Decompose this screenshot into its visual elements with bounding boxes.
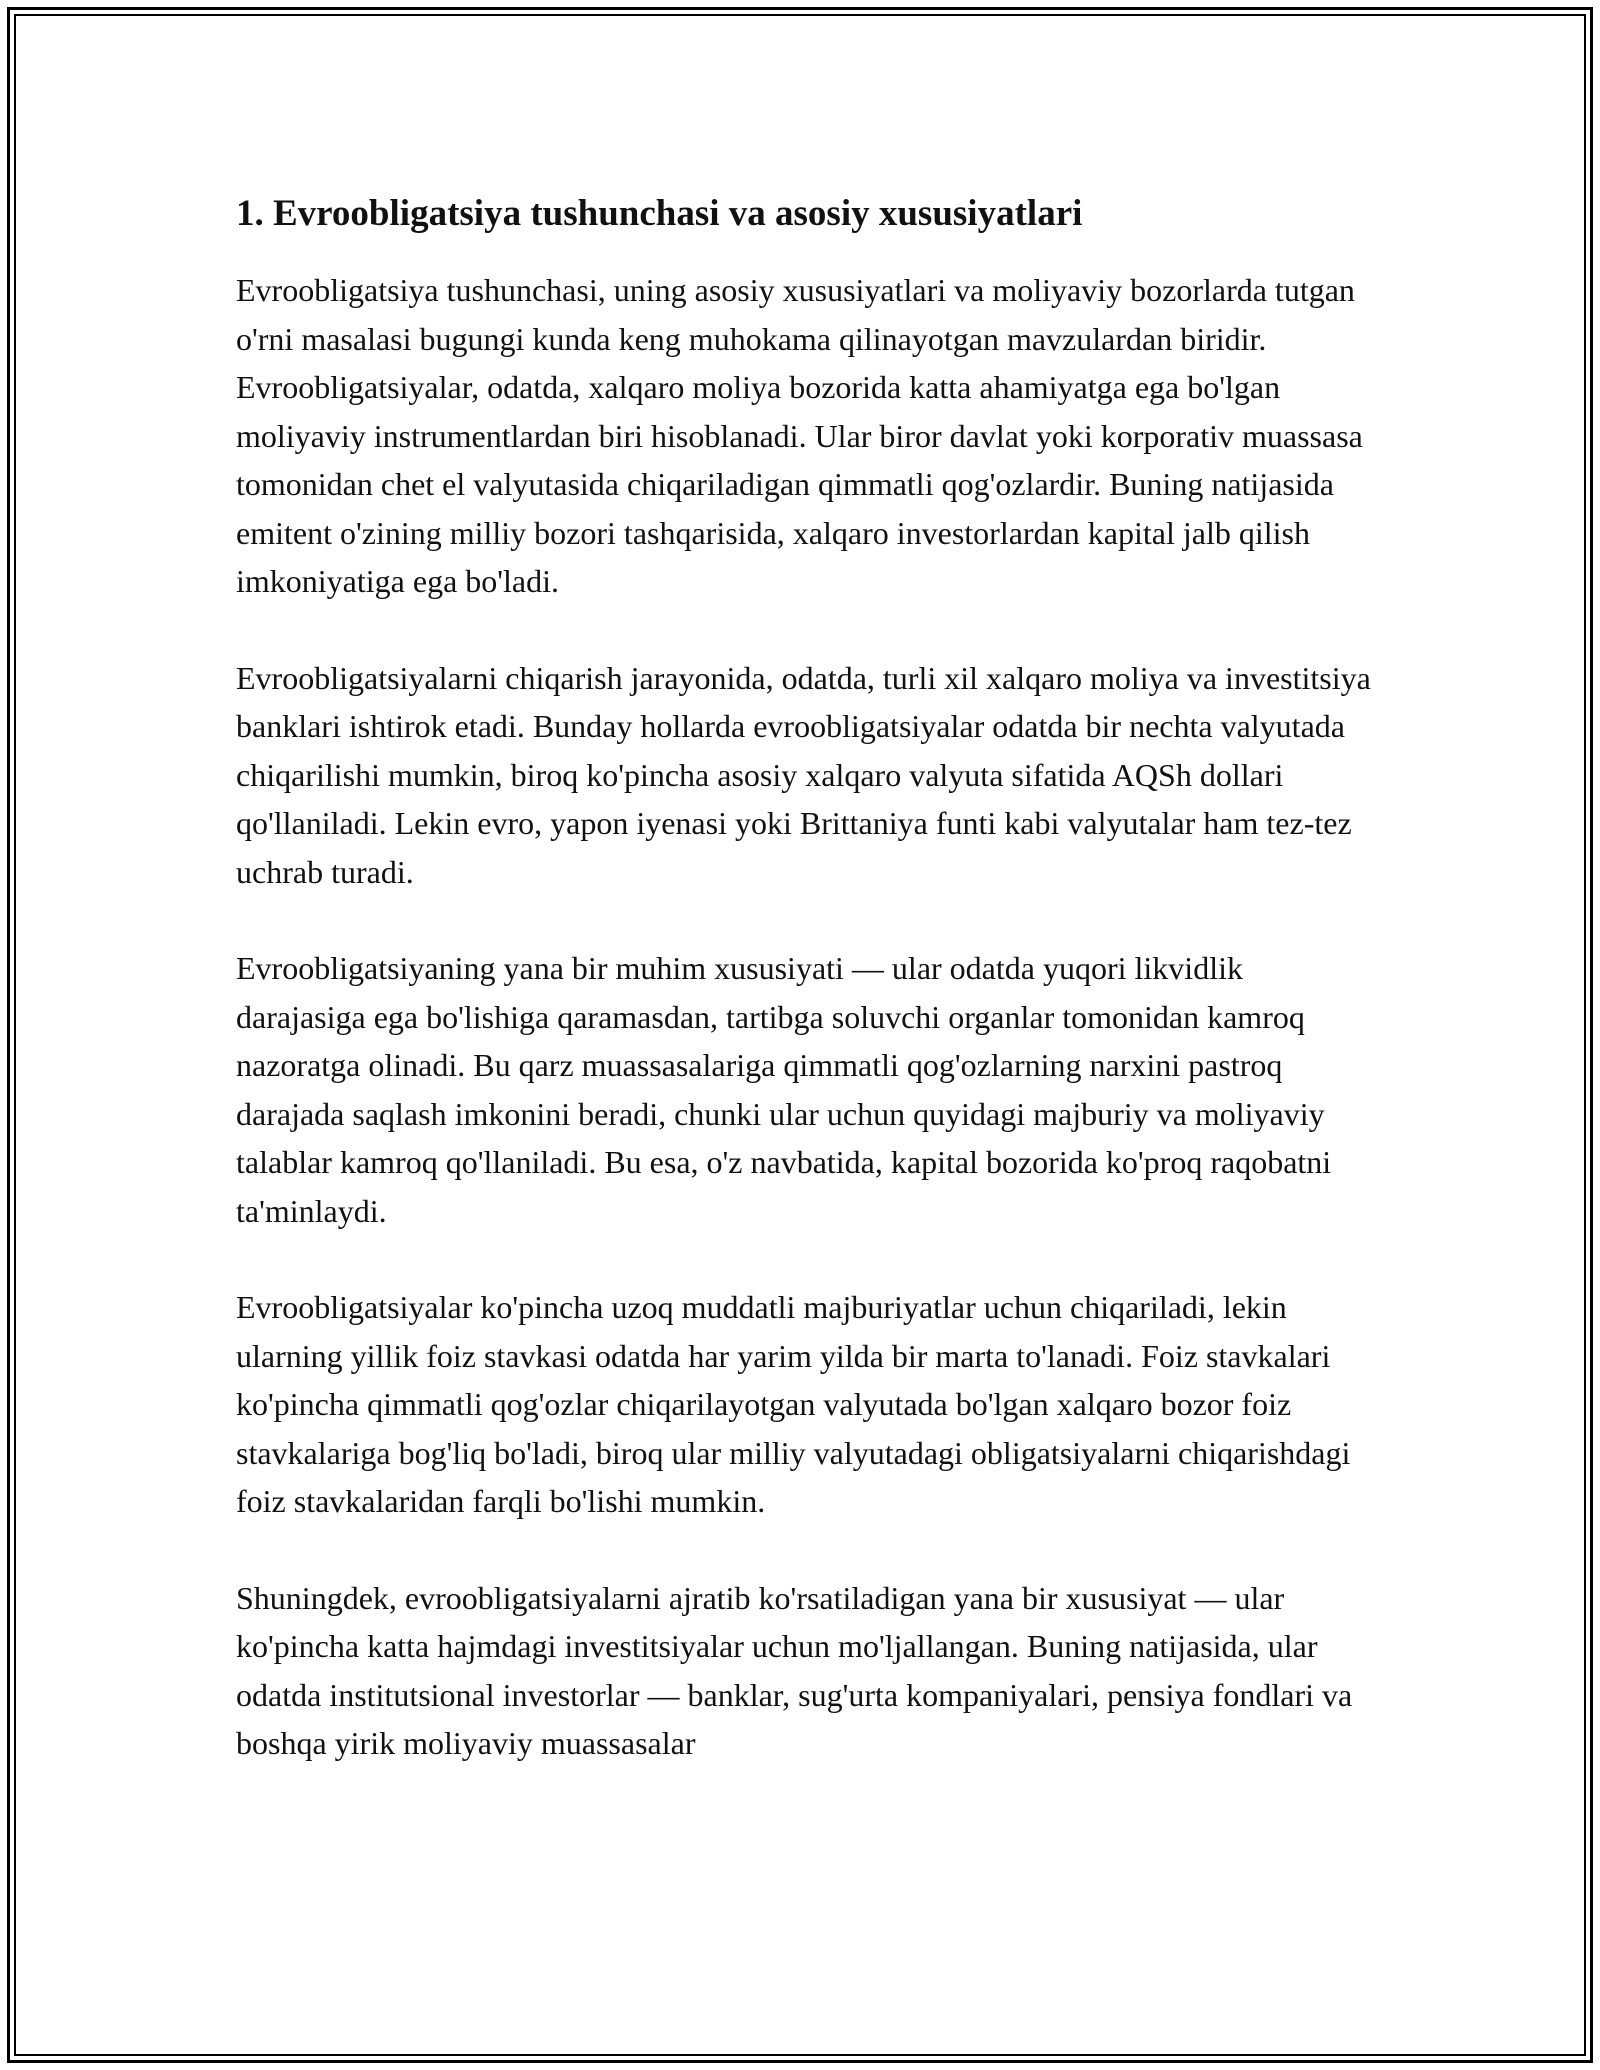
paragraph-4: Evroobligatsiyalar ko'pincha uzoq muddatli majburiyatlar uchun chiqariladi, lekin ularning yillik foiz stavkasi odatda har yarim yilda bir marta to'lanadi. Foiz stavkalari ko'pincha qimmatli qog'ozlar chiqarilayotgan valyutada bo'lgan xalqaro bozor foiz stavkalariga bog'liq bo'ladi, biroq ular milliy valyutadagi obligatsiyalarni chiqarishdagi foiz stavkalaridan farqli bo'lishi mumkin. xyxy=(236,1289,1351,1519)
document-body xyxy=(236,188,1376,1816)
paragraph-2: Evroobligatsiyalarni chiqarish jarayonida, odatda, turli xil xalqaro moliya va investitsiya banklari ishtirok etadi. Bunday hollarda evroobligatsiyalar odatda bir nechta valyutada chiqarilishi mumkin, biroq ko'pincha asosiy xalqaro valyuta sifatida AQSh dollari qo'llaniladi. Lekin evro, yapon iyenasi yoki Brittaniya funti kabi valyutalar ham tez-tez uchrab turadi. xyxy=(236,659,1371,890)
paragraph-5: Shuningdek, evroobligatsiyalarni ajratib ko'rsatiladigan yana bir xususiyat — ular ko'pincha katta hajmdagi investitsiyalar uchun mo'ljallangan. Buning natijasida, ular odatda institutsional investorlar — banklar, sug'urta kompaniyalari, pensiya fondlari va boshqa yirik moliyaviy muassasalar xyxy=(236,1579,1353,1761)
section-heading: 1. Evroobligatsiya tushunchasi va asosiy xususiyatlari xyxy=(236,193,1083,234)
paragraph-3: Evroobligatsiyaning yana bir muhim xususiyati — ular odatda yuqori likvidlik darajasiga ega bo'lishiga qaramasdan, tartibga soluvchi organlar tomonidan kamroq nazoratga olinadi. Bu qarz muassasalariga qimmatli qog'ozlarning narxini pastroq darajada saqlash imkonini beradi, chunki ular uchun quyidagi majburiy va moliyaviy talablar kamroq qo'llaniladi. Bu esa, o'z navbatida, kapital bozorida ko'proq raqobatni ta'minlaydi. xyxy=(236,950,1332,1229)
paragraph-1: Evroobligatsiya tushunchasi, uning asosiy xususiyatlari va moliyaviy bozorlarda tutgan o'rni masalasi bugungi kunda keng muhokama qilinayotgan mavzulardan biridir. Evroobligatsiyalar, odatda, xalqaro moliya bozorida katta ahamiyatga ega bo'lgan moliyaviy instrumentlardan biri hisoblanadi. Ular biror davlat yoki korporativ muassasa tomonidan chet el valyutasida chiqariladigan qimmatli qog'ozlardir. Buning natijasida emitent o'zining milliy bozori tashqarisida, xalqaro investorlardan kapital jalb qilish imkoniyatiga ega bo'ladi. xyxy=(236,272,1363,599)
